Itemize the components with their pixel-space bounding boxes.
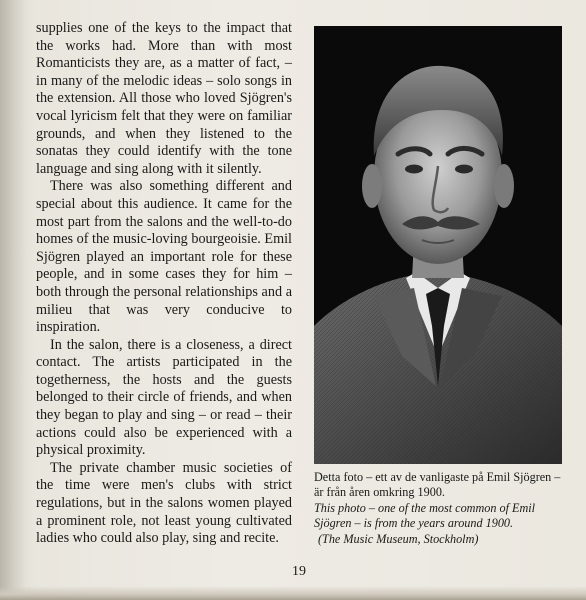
portrait-image <box>314 26 562 464</box>
page-number: 19 <box>292 564 306 579</box>
paragraph: In the salon, there is a closeness, a direct contact. The artists participated in the togetherness, the hosts and the guests belonged to their circle of friends, and when they began to play and sing – or read – their actions could also be experienced with a physical proximity. <box>36 336 292 459</box>
caption-source: (The Music Museum, Stockholm) <box>318 531 479 546</box>
caption-swedish: Detta foto – ett av de vanligaste på Emil Sjögren – är från åren omkring 1900. <box>314 470 561 500</box>
portrait-photograph <box>314 26 562 464</box>
photo-caption <box>314 470 566 547</box>
paragraph: There was also something different and special about this audience. It came for the most part from the salons and the well-to-do homes of the music-loving bourgeoisie. Emil Sjögren played an important role for these people, and in some cases they for him – both through the personal relationships and a milieu that was very conducive to inspiration. <box>36 178 292 336</box>
body-text-column <box>36 20 292 548</box>
caption-english: This photo – one of the most common of Emil Sjögren – is from the years around 1900. <box>314 500 536 531</box>
book-gutter <box>0 0 26 600</box>
paragraph: The private chamber music societies of the time were men's clubs with strict regulations, but in the salons women played a prominent role, not least young cultivated ladies who could also play, sing and recite. <box>36 459 292 547</box>
page-bottom-edge <box>0 586 586 600</box>
paragraph: supplies one of the keys to the impact that the works had. More than with most Romanticists they are, as a matter of fact, – in many of the melodic ideas – solo songs in the extension. All those who loved Sjögren's vocal lyricism felt that they were on familiar grounds, and when they listened to the sonatas they could identify with the tone language and sing along with it silently. <box>36 20 292 177</box>
